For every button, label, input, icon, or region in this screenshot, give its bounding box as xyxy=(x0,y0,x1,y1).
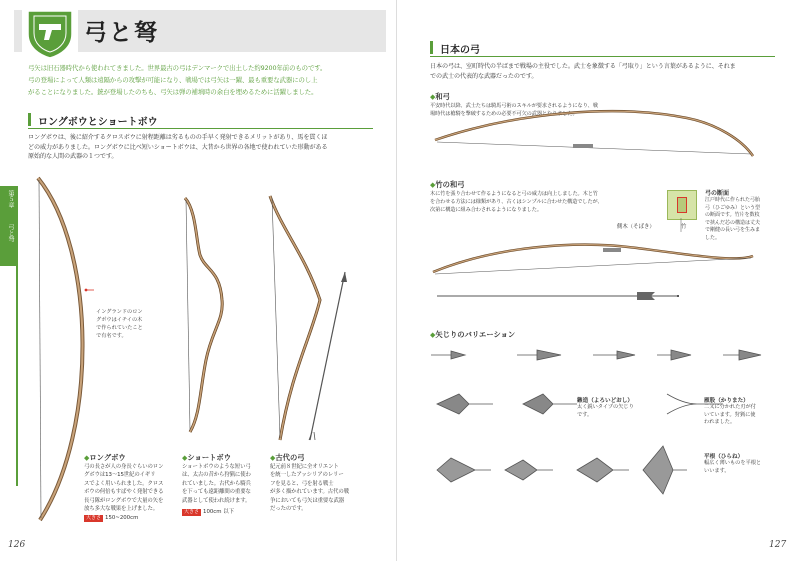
caption-line: を合わせる方法には様類があり、古くはシンプルに合わせた構造でしたが、 xyxy=(430,199,603,205)
caption-line: フを見ると、弓を射る戦士 xyxy=(270,480,334,487)
arrowheads-title: 矢じりのバリエーション xyxy=(435,330,516,339)
caption-line: 木に竹を張り合わせて作るようになると弓の威力は向上しました。木と竹 xyxy=(430,191,598,197)
diamond-icon: ◆ xyxy=(430,93,436,101)
caption-line: 江戸時代に作られた弓胎 xyxy=(705,197,761,203)
caption-line: 二又に分かれた刃が付 xyxy=(704,404,756,410)
ancient-caption xyxy=(270,453,360,513)
karimata-title: 雁股（かりまた） xyxy=(704,398,749,404)
arrowhead-icon xyxy=(437,458,491,482)
bamboo-title: 竹の和弓 xyxy=(435,180,465,189)
caption-line: で剛健の長い弓を生みま xyxy=(705,227,761,233)
caption-line: です。 xyxy=(577,411,593,418)
caption-line: 長弓隊がロングボウで大量の矢を xyxy=(84,497,164,504)
bamboo-bow-drawing xyxy=(433,218,753,300)
hirane-title: 平根（ひらね） xyxy=(704,454,744,460)
wakyu-drawing xyxy=(435,111,753,156)
caption-line: ショートボウのような短い弓 xyxy=(182,464,251,470)
arrowheads-row-3 xyxy=(437,446,687,494)
caption-line: 放ち多大な戦果を上げました。 xyxy=(84,506,159,513)
section-line: ロングボウは、後に紹介するクロスボウに射程距離は劣るものの手早く発射できるメリットがあり、馬を貫くほ xyxy=(28,134,328,141)
arrowhead-icon xyxy=(643,446,687,494)
label-side-wood: 側木（そばき） xyxy=(617,224,655,230)
japanese-bow-illustrations xyxy=(397,0,794,561)
caption-line: 弓の長さが人の身長ぐらいのロン xyxy=(84,464,164,470)
caption-line: われました。 xyxy=(704,419,736,425)
arrowhead-icon xyxy=(657,350,691,360)
diamond-icon: ◆ xyxy=(430,181,436,189)
annotation-line: グボウはイチイの木 xyxy=(96,317,143,323)
caption-line: は、太古の昔から狩猟に使わ xyxy=(182,472,251,479)
cross-section-title: 弓の断面 xyxy=(705,190,730,197)
size-tag: 大きさ xyxy=(86,515,102,522)
intro-line: 弓の登場によって人類は遠隔からの攻撃が可能になり、戦場では弓矢は一躍、最も重要な武器にのし上 xyxy=(28,76,318,84)
caption-line: 太く鋭いタイプの矢じり xyxy=(577,404,634,410)
caption-line: 幅広く薄いものを平根と xyxy=(704,460,762,466)
arrowhead-icon xyxy=(505,460,553,480)
side-tab-chapter: 第５章 xyxy=(7,190,14,208)
caption-line: 武器として使われ続けます。 xyxy=(182,497,251,504)
page-number: 127 xyxy=(769,540,787,550)
arrowhead-icon xyxy=(667,394,723,414)
chapter-title: 弓と弩 xyxy=(84,20,159,46)
caption-line: 紀元前８世紀に全オリエント xyxy=(270,464,339,470)
caption-line: 弓（ひごゆみ）という型 xyxy=(705,204,761,211)
side-tab-title: 弓と弩 xyxy=(7,224,14,242)
caption-line: ボウの何倍もすばやく発射できる xyxy=(84,489,164,496)
annotation-line: イングランドのロン xyxy=(96,309,143,315)
arrowhead-icon xyxy=(723,350,761,360)
intro-line: 弓矢は旧石器時代から使われてきました。世界最古の弓はデンマークで出土した約9200年前のものです。 xyxy=(28,64,327,72)
annotation-line: で作られていたこと xyxy=(96,325,143,331)
arrowhead-icon xyxy=(517,350,561,360)
page-number: 126 xyxy=(8,540,26,550)
yanagi-title: 鏃造（よろいどおし） xyxy=(577,398,633,404)
caption-line: が多く描かれています。古代の戦 xyxy=(270,489,349,496)
longbow-caption xyxy=(84,453,170,522)
section-line: どの威力がありました。ロングボウに比べ短いショートボウは、大昔から世界の各地で使われていた形動がある xyxy=(28,143,328,151)
longbow-size: 150~200cm xyxy=(105,515,139,522)
diamond-icon: ◆ xyxy=(182,454,188,462)
longbow-title: ロングボウ xyxy=(89,453,126,462)
shortbow-drawing xyxy=(185,198,222,432)
caption-line: を統一したアッシリアのレリー xyxy=(270,472,344,479)
caption-line: いています。狩猟に使 xyxy=(704,411,756,418)
ancient-title: 古代の弓 xyxy=(275,453,305,462)
section-line: 原始的な人間の武器の１つです。 xyxy=(28,153,118,161)
caption-line: 次第に構造に組み合わされるようになりました。 xyxy=(430,207,542,213)
diamond-icon: ◆ xyxy=(84,454,90,462)
caption-line: グボウは13～15世紀のイギリ xyxy=(84,472,156,479)
shortbow-title: ショートボウ xyxy=(187,453,232,462)
diamond-icon: ◆ xyxy=(270,454,276,462)
arrowhead-icon xyxy=(431,351,465,359)
caption-line: れていました。古代から騎兵 xyxy=(182,480,251,487)
caption-line: 争においても弓矢は重要な武器 xyxy=(270,497,345,504)
caption-line: いいます。 xyxy=(704,467,730,474)
intro-line: 日本の弓は、室町時代の半ばまで戦場の主役でした。武士を象徴する「弓取り」という言葉があるように、それま xyxy=(430,63,736,70)
caption-line: 場時代は槍騎を撃破するための必要不可欠の武器となりました。 xyxy=(430,111,578,117)
arrowhead-icon xyxy=(593,351,635,359)
arrowhead-icon xyxy=(577,458,629,482)
intro-line: での武士の代表的な武器だったのです。 xyxy=(430,72,538,80)
section-heading-text: 日本の弓 xyxy=(440,45,480,56)
intro-line: がることになりました。銃が登場したのちも、弓矢は弾の補填時の余白を埋めるために活躍しました。 xyxy=(28,88,318,96)
caption-line: だったのです。 xyxy=(270,506,307,513)
wakyu-title: 和弓 xyxy=(435,92,450,101)
ancient-bow-drawing xyxy=(270,196,347,440)
arrowhead-icon xyxy=(523,394,577,414)
section-heading-text: ロングボウとショートボウ xyxy=(38,117,158,128)
label-bamboo: 竹 xyxy=(681,224,687,230)
arrowhead-icon xyxy=(437,394,493,414)
arrowheads-row-1 xyxy=(431,350,761,360)
shortbow-size: 100cm 以下 xyxy=(203,509,235,516)
longbow-annotation xyxy=(96,308,166,340)
arrowheads-row-2 xyxy=(437,394,723,414)
diamond-icon: ◆ xyxy=(430,331,436,339)
right-page xyxy=(397,0,794,561)
caption-line: で挟んだ芯の構造は丈夫 xyxy=(705,219,761,226)
caption-line: 平安時代以降、武士たちは騎馬弓術のスキルが要求されるようになり、戦 xyxy=(430,103,598,109)
caption-line: スでよく用いられました。クロス xyxy=(84,480,164,487)
caption-line: した。 xyxy=(705,234,721,241)
shortbow-caption xyxy=(182,453,268,516)
size-tag: 大きさ xyxy=(184,509,200,516)
caption-line: を下っても遠距離間の重要な xyxy=(182,489,251,496)
annotation-line: で有名です。 xyxy=(96,333,127,339)
caption-line: の断面です。竹片を数枚 xyxy=(705,212,760,218)
